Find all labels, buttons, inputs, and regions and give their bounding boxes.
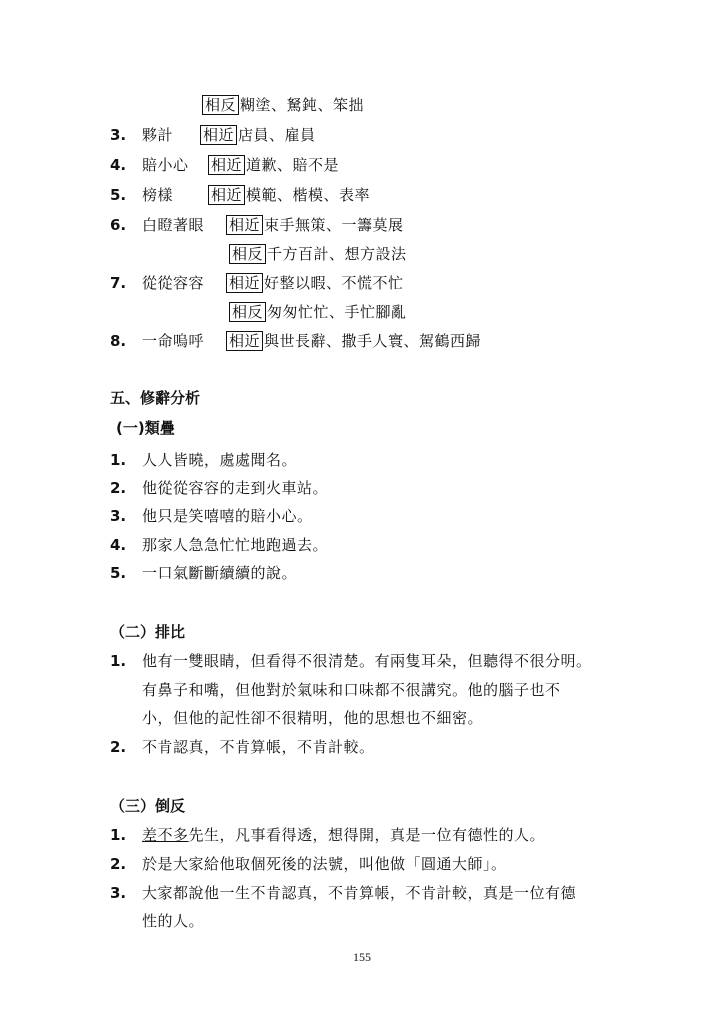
vocab-word: 榜樣 (142, 186, 174, 204)
item-number: 1. (110, 451, 127, 469)
list-item: 人人皆曉，處處聞名。 (142, 451, 298, 469)
subsection-title: （三）倒反 (110, 797, 186, 815)
list-item: 他只是笑嘻嘻的賠小心。 (142, 507, 313, 525)
list-item-line: 他有一雙眼睛，但看得不很清楚。有兩隻耳朵，但聽得不很分明。 (142, 652, 592, 670)
vocab-text: 店員、雇員 (238, 126, 316, 144)
list-item: 於是大家給他取個死後的法號，叫他做「圓通大師」。 (142, 855, 507, 873)
subsection-title: (一)類疊 (116, 419, 175, 437)
vocab-row-synonym (226, 273, 404, 293)
vocab-word: 一命嗚呼 (142, 332, 205, 350)
item-number: 3. (110, 507, 127, 525)
vocab-word: 白瞪著眼 (142, 216, 205, 234)
item-number: 3. (110, 126, 127, 144)
vocab-row-synonym (226, 331, 481, 351)
list-item-line: 性的人。 (142, 912, 205, 930)
antonym-tag: 相反 (229, 302, 266, 322)
list-item-line: 有鼻子和嘴，但他對於氣味和口味都不很講究。他的腦子也不 (142, 681, 561, 699)
list-item: 那家人急急忙忙地跑過去。 (142, 536, 329, 554)
list-item-line: 小，但他的記性卻不很精明，他的思想也不細密。 (142, 709, 484, 727)
vocab-word: 賠小心 (142, 156, 189, 174)
synonym-tag: 相近 (226, 215, 263, 235)
item-number: 5. (110, 186, 127, 204)
item-number: 7. (110, 274, 127, 292)
list-item: 一口氣斷斷續續的說。 (142, 564, 298, 582)
vocab-text: 好整以暇、不慌不忙 (264, 274, 404, 292)
item-number: 3. (110, 884, 127, 902)
vocab-row-synonym (208, 185, 370, 205)
item-number: 2. (110, 479, 127, 497)
vocab-text: 糊塗、駑鈍、笨拙 (240, 96, 365, 114)
vocab-row-synonym (226, 215, 404, 235)
vocab-text: 模範、楷模、表率 (246, 186, 371, 204)
synonym-tag: 相近 (226, 331, 263, 351)
synonym-tag: 相近 (200, 125, 237, 145)
page-number: 155 (353, 950, 371, 964)
vocab-row-antonym (229, 302, 407, 322)
item-number: 8. (110, 332, 127, 350)
list-item: 不肯認真，不肯算帳，不肯計較。 (142, 738, 375, 756)
vocab-word: 夥計 (142, 126, 174, 144)
subsection-title: （二）排比 (110, 623, 186, 641)
item-number: 4. (110, 156, 127, 174)
synonym-tag: 相近 (208, 185, 245, 205)
vocab-text: 束手無策、一籌莫展 (264, 216, 404, 234)
item-number: 1. (110, 652, 127, 670)
antonym-tag: 相反 (229, 244, 266, 264)
section-title: 五、修辭分析 (110, 389, 201, 407)
vocab-text: 匆匆忙忙、手忙腳亂 (267, 303, 407, 321)
antonym-tag: 相反 (202, 95, 239, 115)
underlined-phrase: 差不多 (142, 826, 189, 844)
list-item-line: 大家都說他一生不肯認真，不肯算帳，不肯計較，真是一位有德 (142, 884, 577, 902)
list-item: 他從從容容的走到火車站。 (142, 479, 329, 497)
vocab-row-synonym (200, 125, 316, 145)
vocab-text: 千方百計、想方設法 (267, 245, 407, 263)
item-number: 5. (110, 564, 127, 582)
list-item (142, 825, 545, 845)
vocab-row-antonym (202, 95, 364, 115)
item-number: 6. (110, 216, 127, 234)
vocab-row-synonym (208, 155, 339, 175)
synonym-tag: 相近 (208, 155, 245, 175)
item-number: 2. (110, 855, 127, 873)
vocab-word: 從從容容 (142, 274, 205, 292)
synonym-tag: 相近 (226, 273, 263, 293)
vocab-row-antonym (229, 244, 407, 264)
item-number: 1. (110, 826, 127, 844)
item-number: 2. (110, 738, 127, 756)
vocab-text: 與世長辭、撒手人寰、駕鶴西歸 (264, 332, 482, 350)
item-number: 4. (110, 536, 127, 554)
vocab-text: 道歉、賠不是 (246, 156, 340, 174)
list-item-text: 先生，凡事看得透，想得開，真是一位有德性的人。 (188, 826, 546, 844)
